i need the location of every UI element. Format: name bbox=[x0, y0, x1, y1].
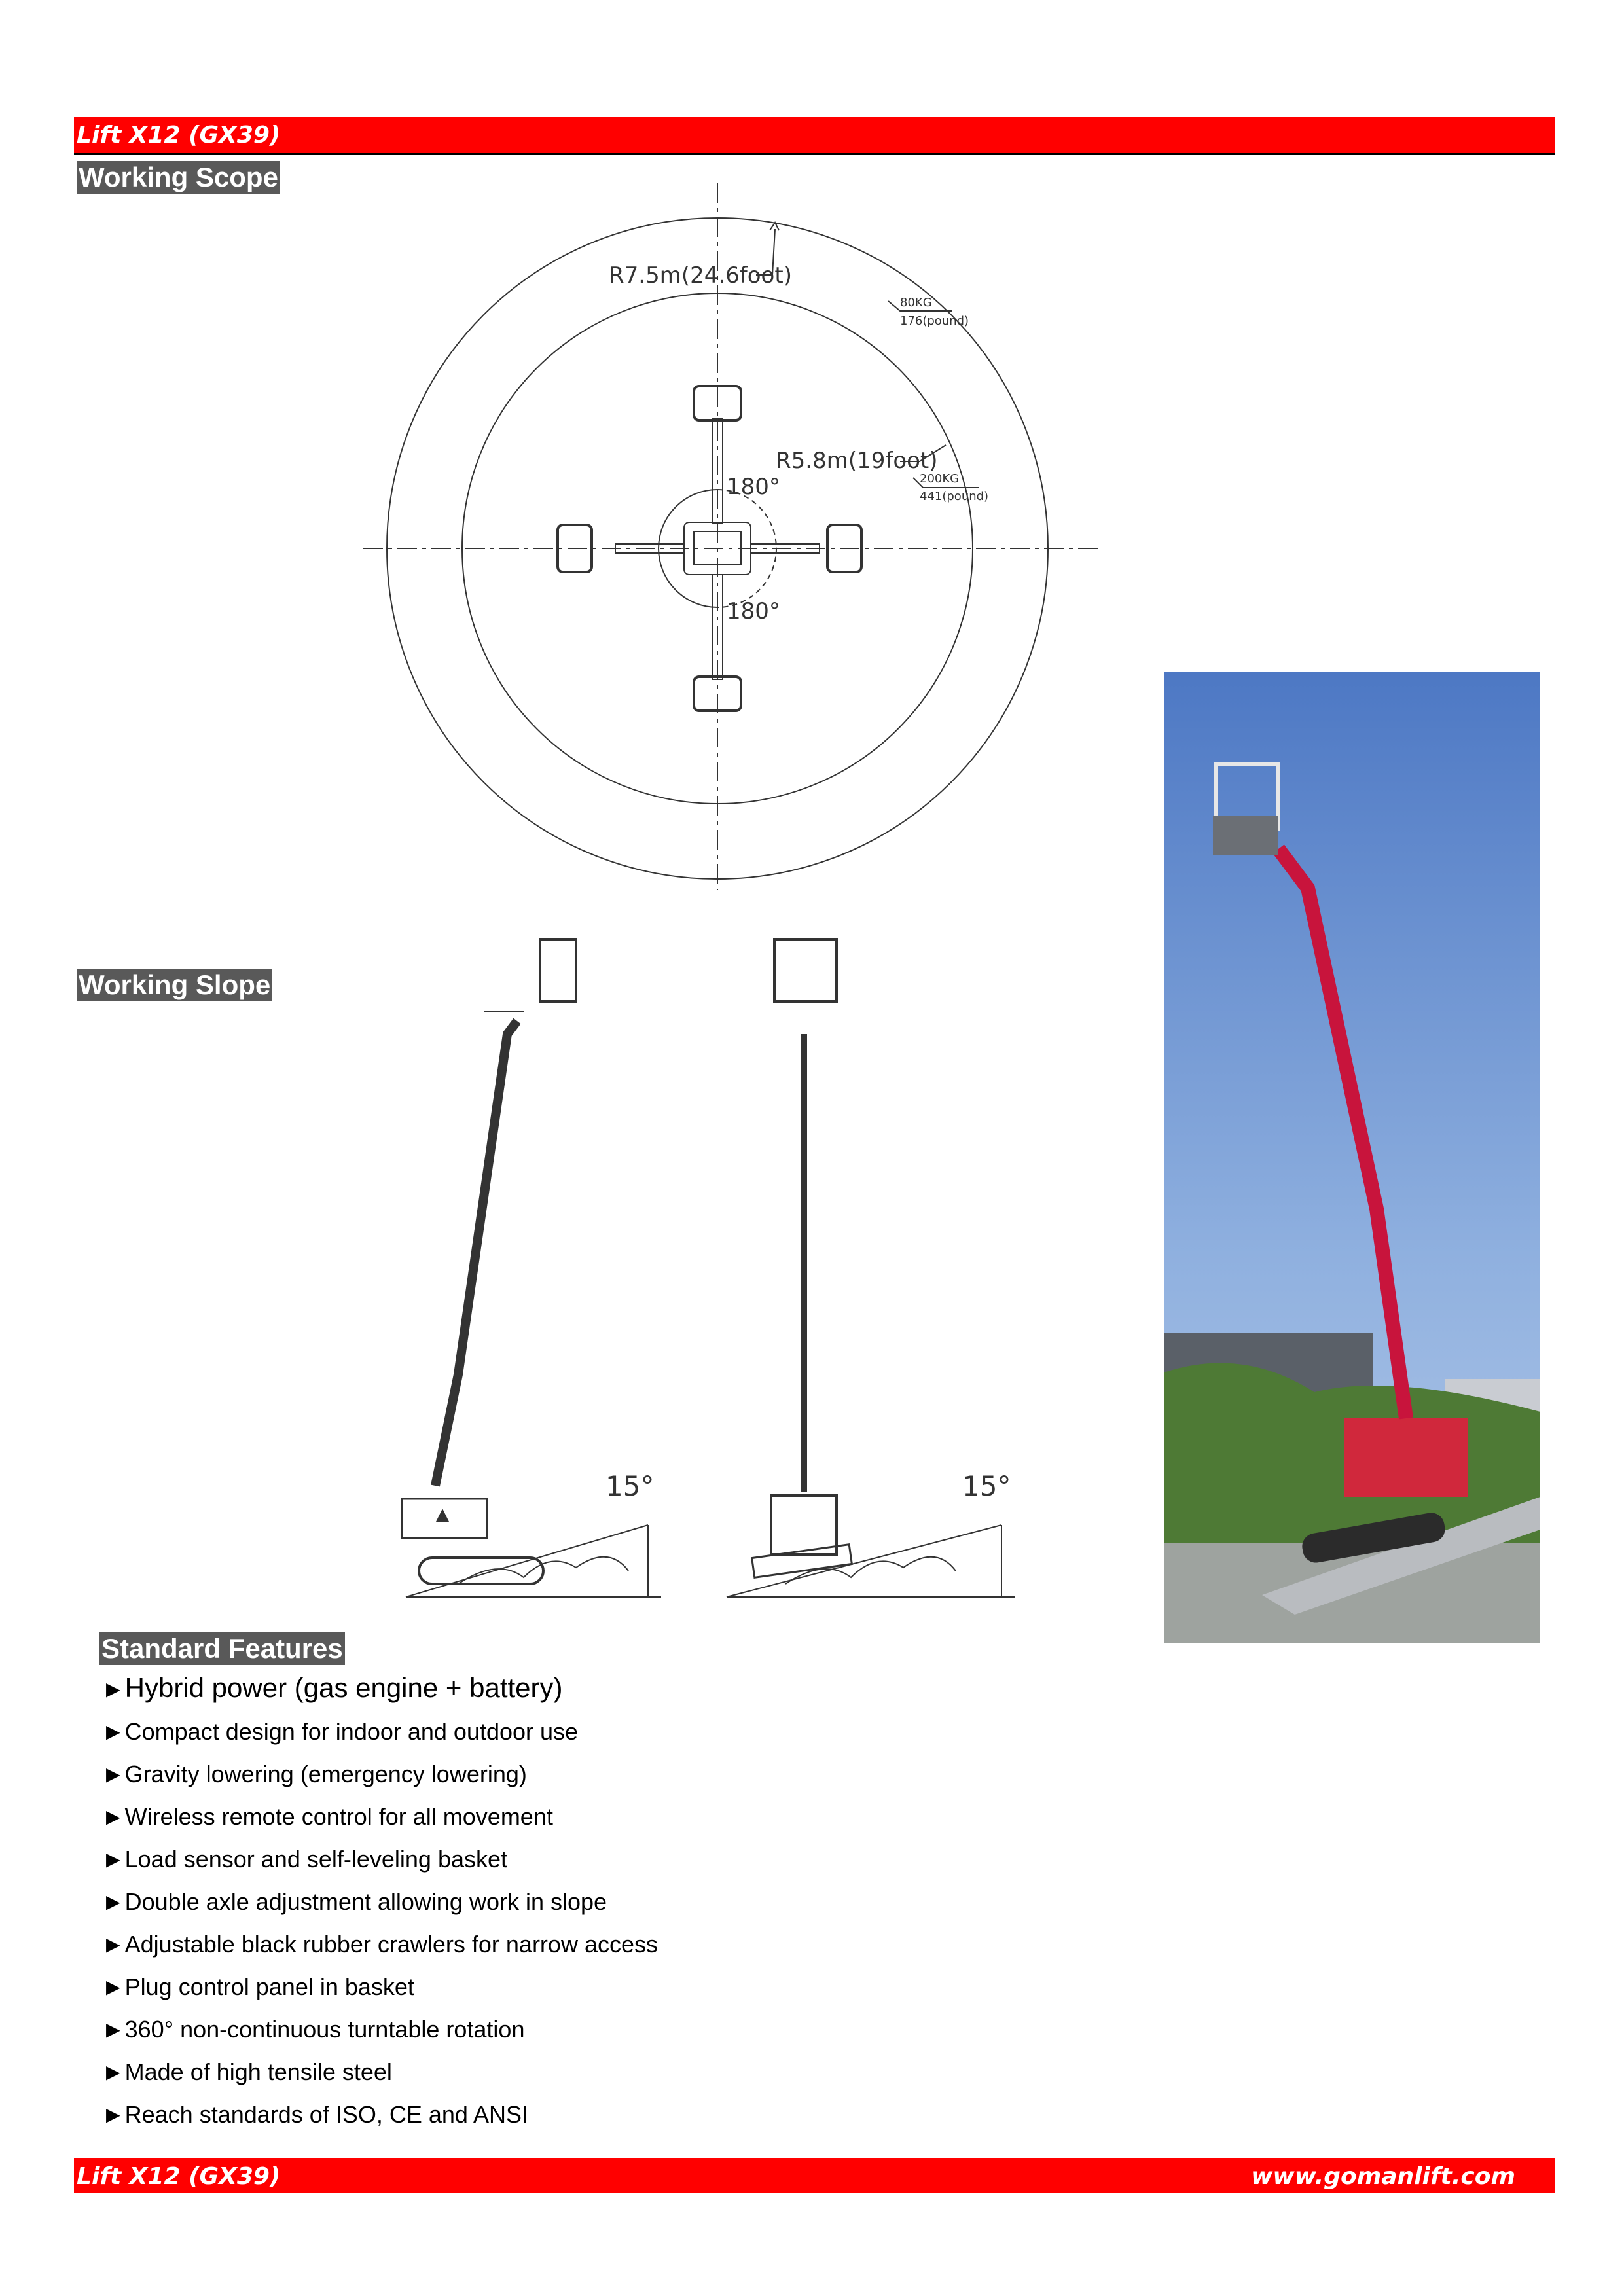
list-item: ►Gravity lowering (emergency lowering) bbox=[101, 1761, 527, 1787]
inner-load-lb: 441(pound) bbox=[920, 490, 989, 503]
front-slope-angle: 15° bbox=[962, 1470, 1011, 1502]
basket-front bbox=[774, 939, 837, 1001]
footer-website-link[interactable]: www.gomanlift.com bbox=[1251, 2163, 1515, 2190]
outer-load-kg: 80KG bbox=[900, 296, 932, 310]
photo-chassis bbox=[1344, 1418, 1468, 1497]
list-item: ►Hybrid power (gas engine + battery) bbox=[101, 1672, 563, 1703]
list-item: ►Plug control panel in basket bbox=[101, 1973, 414, 2000]
outer-load-lb: 176(pound) bbox=[900, 314, 969, 328]
list-item: ►Reach standards of ISO, CE and ANSI bbox=[101, 2101, 528, 2128]
header-bar bbox=[74, 117, 1555, 155]
header-title: Lift X12 (GX39) bbox=[77, 122, 281, 149]
working-slope-label: Working Slope bbox=[77, 969, 272, 1001]
rotation-bottom-label: 180° bbox=[727, 598, 780, 624]
machine-photo bbox=[1164, 672, 1540, 1643]
features-list bbox=[101, 1666, 658, 2136]
list-item: ►Load sensor and self-leveling basket bbox=[101, 1846, 508, 1873]
inner-radius-label: R5.8m(19foot) bbox=[776, 448, 938, 474]
footer-bar bbox=[74, 2158, 1555, 2193]
working-scope-label: Working Scope bbox=[77, 161, 280, 194]
list-item: ►360° non-continuous turntable rotation bbox=[101, 2016, 525, 2043]
slope-front-view bbox=[720, 929, 1021, 1610]
list-item: ►Adjustable black rubber crawlers for narrow access bbox=[101, 1931, 658, 1958]
list-item: ►Wireless remote control for all movement bbox=[101, 1803, 553, 1830]
footer-title: Lift X12 (GX39) bbox=[77, 2163, 281, 2190]
working-scope-diagram bbox=[353, 177, 1113, 903]
list-item: ►Double axle adjustment allowing work in slope bbox=[101, 1888, 607, 1915]
standard-features-label: Standard Features bbox=[99, 1632, 345, 1665]
list-item: ►Made of high tensile steel bbox=[101, 2058, 392, 2085]
outer-radius-label: R7.5m(24.6foot) bbox=[609, 262, 792, 289]
slope-side-view bbox=[393, 929, 668, 1610]
list-item: ►Compact design for indoor and outdoor use bbox=[101, 1718, 579, 1745]
side-slope-angle: 15° bbox=[605, 1470, 655, 1502]
inner-load-kg: 200KG bbox=[920, 472, 960, 486]
rotation-top-label: 180° bbox=[727, 474, 780, 500]
basket-side bbox=[540, 939, 576, 1001]
